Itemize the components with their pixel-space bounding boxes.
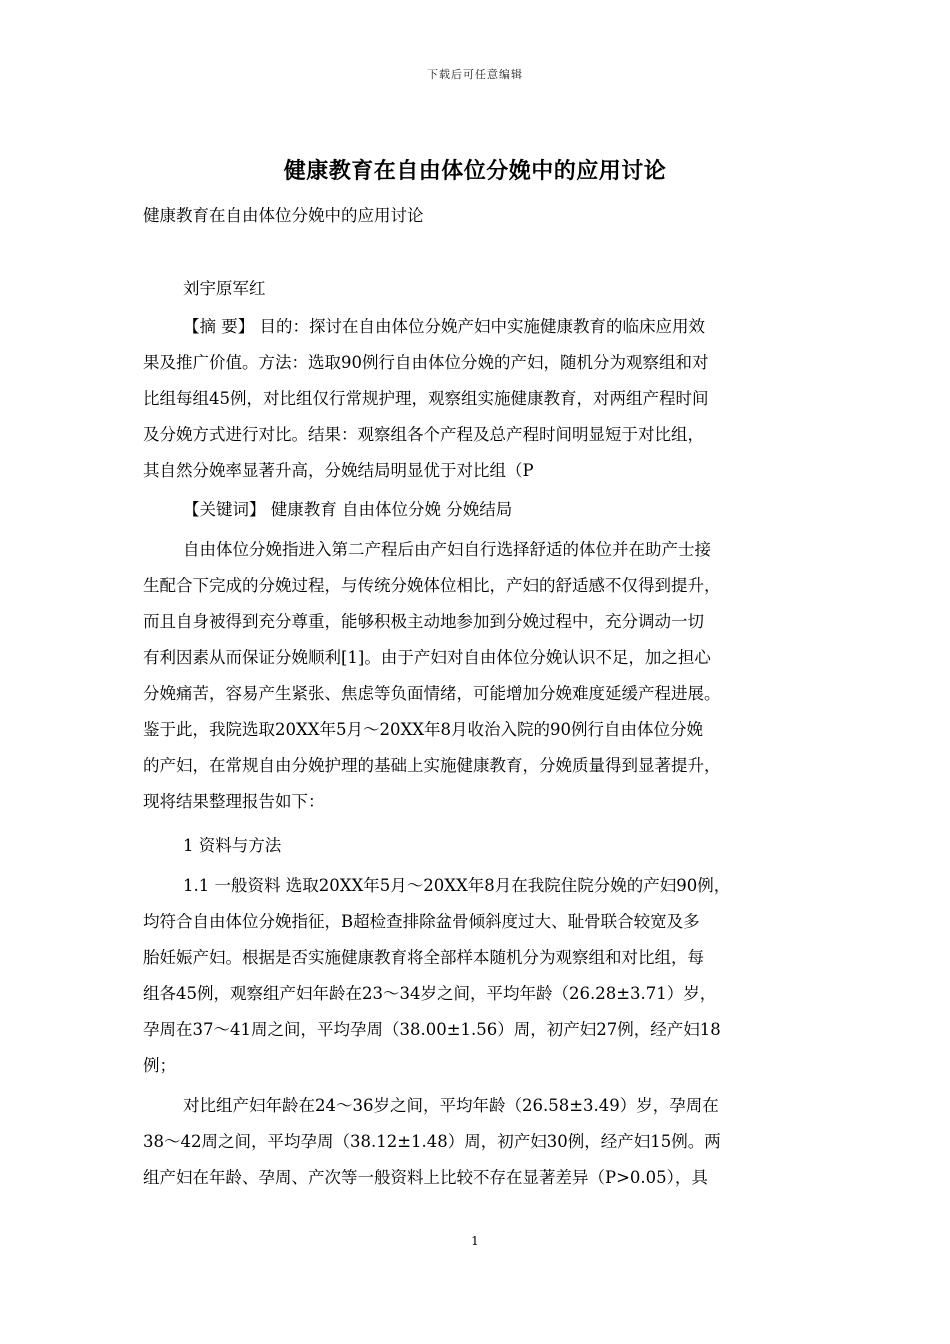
body-line: 自由体位分娩指进入第二产程后由产妇自行选择舒适的体位并在助产士接 — [183, 540, 711, 559]
body-line: 例； — [143, 1056, 176, 1075]
abstract-line: 比组每组45例，对比组仅行常规护理，观察组实施健康教育，对两组产程时间 — [143, 389, 709, 408]
body-line: 组产妇在年龄、孕周、产次等一般资料上比较不存在显著差异（P>0.05），具 — [143, 1168, 708, 1187]
body-line: 38～42周之间，平均孕周（38.12±1.48）周，初产妇30例，经产妇15例。两 — [143, 1132, 721, 1151]
section-heading: 1 资料与方法 — [183, 836, 282, 855]
body-line: 对比组产妇年龄在24～36岁之间，平均年龄（26.58±3.49）岁，孕周在 — [183, 1096, 719, 1115]
body-line: 胎妊娠产妇。根据是否实施健康教育将全部样本随机分为观察组和对比组，每 — [143, 948, 704, 967]
body-line: 现将结果整理报告如下： — [143, 792, 325, 811]
body-line: 孕周在37～41周之间，平均孕周（38.00±1.56）周，初产妇27例，经产妇18 — [143, 1020, 721, 1039]
body-line: 有利因素从而保证分娩顺利[1]。由于产妇对自由体位分娩认识不足，加之担心 — [143, 648, 711, 667]
abstract-line: 果及推广价值。方法：选取90例行自由体位分娩的产妇，随机分为观察组和对 — [143, 353, 709, 372]
body-line: 的产妇，在常规自由分娩护理的基础上实施健康教育，分娩质量得到显著提升， — [143, 756, 721, 775]
document-title: 健康教育在自由体位分娩中的应用讨论 — [283, 158, 667, 184]
document-subtitle: 健康教育在自由体位分娩中的应用讨论 — [143, 206, 424, 225]
abstract-line: 【摘 要】 目的：探讨在自由体位分娩产妇中实施健康教育的临床应用效 — [183, 317, 705, 336]
abstract-line: 及分娩方式进行对比。结果：观察组各个产程及总产程时间明显短于对比组， — [143, 425, 704, 444]
body-line: 分娩痛苦，容易产生紧张、焦虑等负面情绪，可能增加分娩难度延缓产程进展。 — [143, 684, 721, 703]
body-line: 均符合自由体位分娩指征，B超检查排除盆骨倾斜度过大、耻骨联合较宽及多 — [143, 912, 700, 931]
body-line: 鉴于此，我院选取20XX年5月～20XX年8月收治入院的90例行自由体位分娩 — [143, 720, 703, 739]
body-line: 而且自身被得到充分尊重，能够积极主动地参加到分娩过程中，充分调动一切 — [143, 612, 704, 631]
header-note: 下载后可任意编辑 — [427, 68, 523, 81]
body-line: 组各45例，观察组产妇年龄在23～34岁之间，平均年龄（26.28±3.71）岁， — [143, 984, 717, 1003]
keywords-line: 【关键词】 健康教育 自由体位分娩 分娩结局 — [183, 500, 513, 519]
author-line: 刘宇原军红 — [183, 279, 266, 298]
page-number: 1 — [471, 1234, 479, 1248]
body-line: 生配合下完成的分娩过程，与传统分娩体位相比，产妇的舒适感不仅得到提升， — [143, 576, 721, 595]
body-line: 1.1 一般资料 选取20XX年5月～20XX年8月在我院住院分娩的产妇90例， — [183, 876, 731, 895]
abstract-line: 其自然分娩率显著升高，分娩结局明显优于对比组（P — [143, 461, 534, 480]
